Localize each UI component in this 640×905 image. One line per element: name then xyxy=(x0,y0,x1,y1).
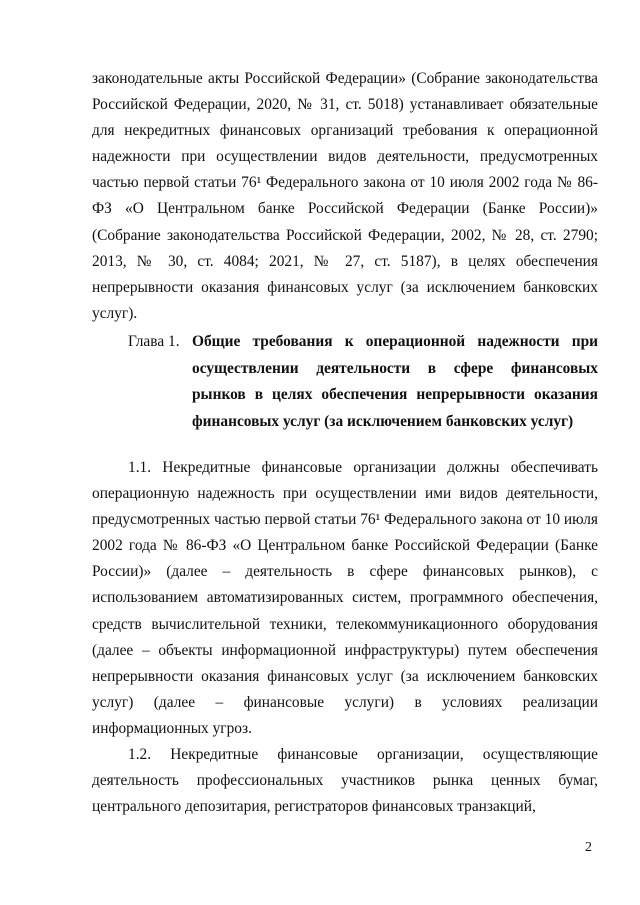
page-number: 2 xyxy=(585,840,592,855)
section-1-1-text: 1.1. Некредитные финансовые организации должны обеспечивать операционную надежность при осуществлении ими видов деятельности, предусмотренных частью первой статьи 76¹ Федерального закона от 10 июля 2002 года № 86-ФЗ «О Центральном банке Российской Федерации (Банке России)» (далее – деятельность в сфере финансовых рынков), с использованием автоматизированных систем, программного обеспечения, средств вычислительной техники, телекоммуникационного оборудования (далее – объекты информационной инфраструктуры) путем обеспечения непрерывности оказания финансовых услуг (за исключением банковских услуг) (далее – финансовые услуги) в условиях реализации информационных угроз. xyxy=(92,459,598,737)
intro-paragraph-text: законодательные акты Российской Федерации» (Собрание законодательства Российской Федерации, 2020, № 31, ст. 5018) устанавливает обязательные для некредитных финансовых организаций требования к операционной надежности при осуществлении видов деятельности, предусмотренных частью первой статьи 76¹ Федерального закона от 10 июля 2002 года № 86-ФЗ «О Центральном банке Российской Федерации (Банке России)» (Собрание законодательства Российской Федерации, 2002, № 28, ст. 2790; 2013, № 30, ст. 4084; 2021, № 27, ст. 5187), в целях обеспечения непрерывности оказания финансовых услуг (за исключением банковских услуг). xyxy=(92,70,598,322)
section-1-2 xyxy=(92,742,598,820)
section-1-1 xyxy=(92,455,598,742)
intro-paragraph xyxy=(92,66,598,327)
chapter-number: Глава 1. xyxy=(128,333,180,350)
chapter-title: Общие требования к операционной надежности при осуществлении деятельности в сфере финансовых рынков в целях обеспечения непрерывности оказания финансовых услуг (за исключением банковских услуг) xyxy=(192,333,598,430)
section-1-2-text: 1.2. Некредитные финансовые организации, осуществляющие деятельность профессиональных участников рынка ценных бумаг, центрального депозитария, регистраторов финансовых транзакций, xyxy=(92,746,598,816)
chapter-heading xyxy=(128,329,598,435)
